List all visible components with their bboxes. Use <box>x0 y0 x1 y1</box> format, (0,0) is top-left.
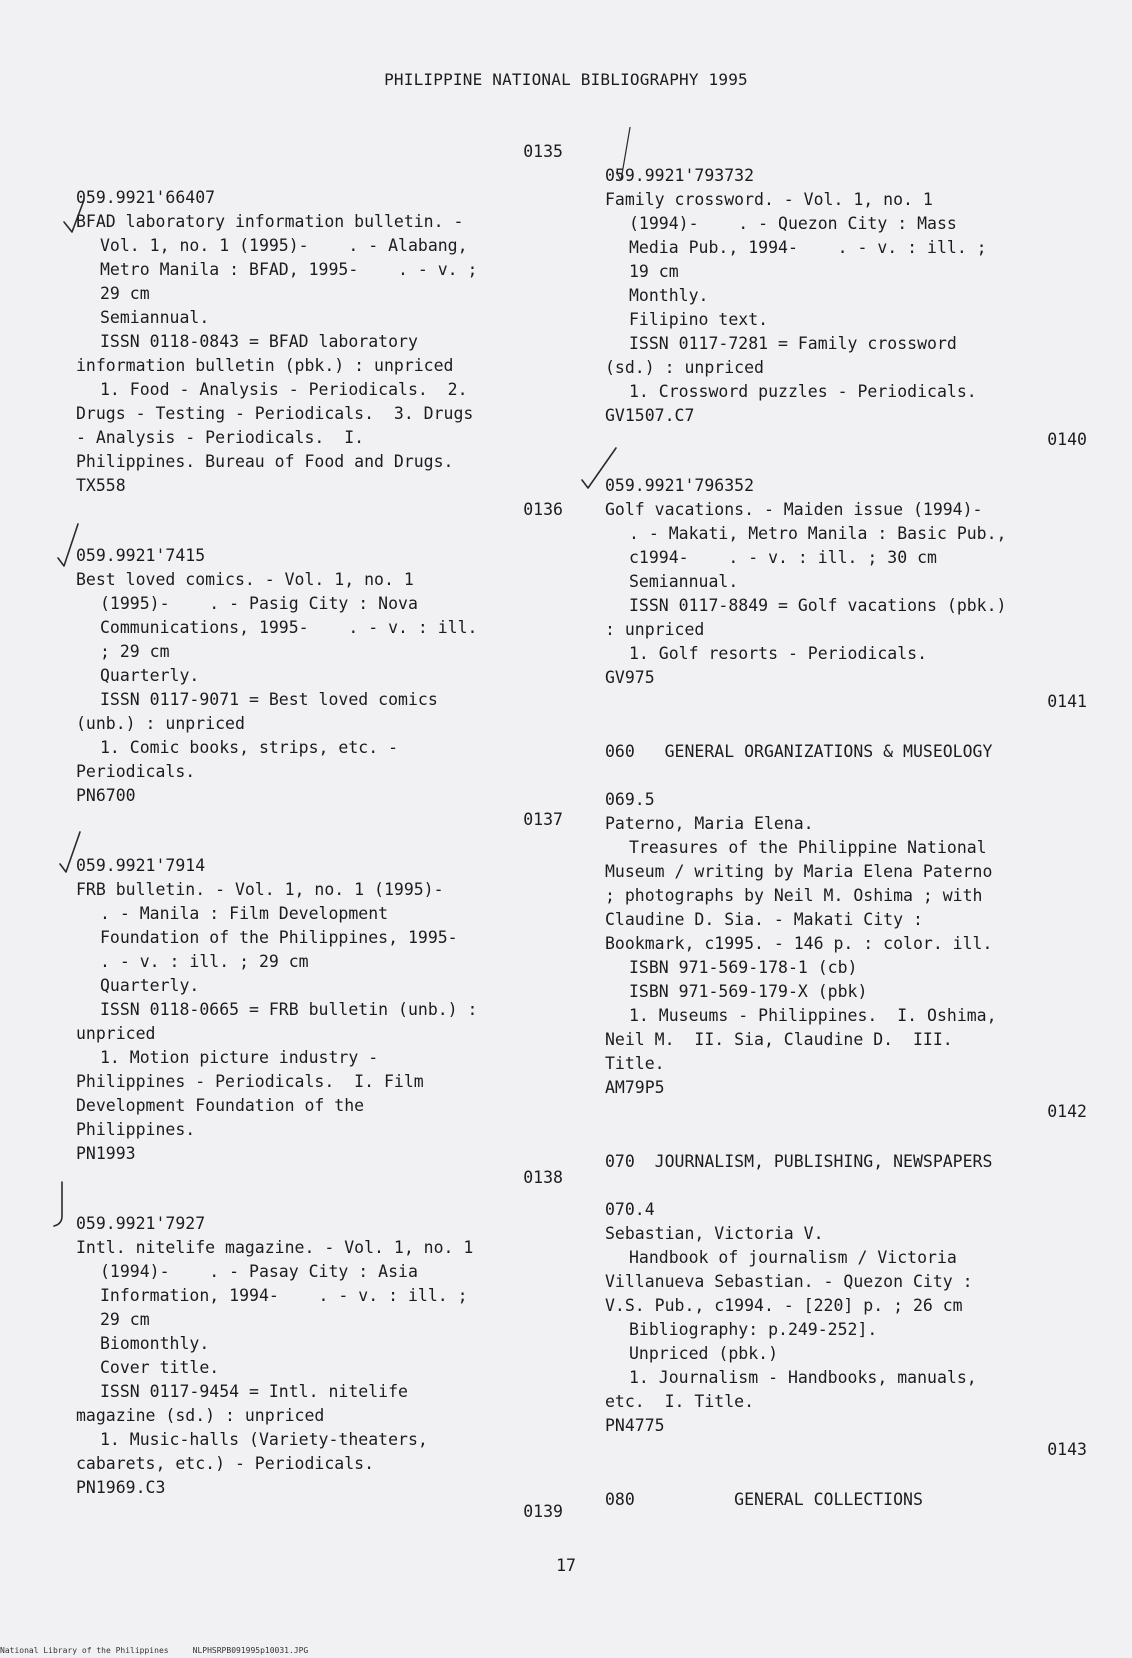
left-column-line: (unb.) : unpriced <box>76 714 245 733</box>
left-column-line: Vol. 1, no. 1 (1995)- . - Alabang, <box>100 236 468 255</box>
right-column-line: 1. Golf resorts - Periodicals. <box>629 644 928 663</box>
left-column-line: cabarets, etc.) - Periodicals. <box>76 1454 375 1473</box>
right-column-line: PN4775 <box>605 1416 665 1435</box>
left-column-line: ISSN 0117-9454 = Intl. nitelife <box>100 1382 408 1401</box>
left-column <box>76 0 563 1658</box>
page-number: 17 <box>556 1556 576 1575</box>
left-column-line: Cover title. <box>100 1358 220 1377</box>
left-column-line: . - Manila : Film Development <box>100 904 389 923</box>
right-column-line: Neil M. II. Sia, Claudine D. III. <box>605 1030 953 1049</box>
right-column-line: Handbook of journalism / Victoria <box>629 1248 957 1267</box>
right-column-line: Sebastian, Victoria V. <box>605 1224 824 1243</box>
left-column-line: BFAD laboratory information bulletin. - <box>76 212 464 231</box>
left-column-line: Semiannual. <box>100 308 210 327</box>
check-mark-icon <box>58 830 98 890</box>
right-column-line: 069.5 <box>605 790 655 809</box>
left-column-line: 059.9921'7927 <box>76 1214 206 1233</box>
right-column-line: Paterno, Maria Elena. <box>605 814 814 833</box>
right-column-line: GV975 <box>605 668 655 687</box>
left-column-line: 1. Motion picture industry - <box>100 1048 379 1067</box>
right-column-line: ISSN 0117-8849 = Golf vacations (pbk.) <box>629 596 1007 615</box>
right-column-line: c1994- . - v. : ill. ; 30 cm <box>629 548 937 567</box>
left-column-line: Foundation of the Philippines, 1995- <box>100 928 458 947</box>
left-column-line: 1. Food - Analysis - Periodicals. 2. <box>100 380 468 399</box>
left-column-line: 0136 <box>523 500 563 519</box>
right-column-line: Bookmark, c1995. - 146 p. : color. ill. <box>605 934 993 953</box>
right-column-line: Title. <box>605 1054 665 1073</box>
left-column-line: 0137 <box>523 810 563 829</box>
right-column-line: 1. Crossword puzzles - Periodicals. <box>629 382 977 401</box>
left-column-line: 29 cm <box>100 284 150 303</box>
left-column-line: Development Foundation of the <box>76 1096 365 1115</box>
left-column-line: Best loved comics. - Vol. 1, no. 1 <box>76 570 414 589</box>
right-column-line: 0143 <box>1047 1440 1087 1459</box>
left-column-line: FRB bulletin. - Vol. 1, no. 1 (1995)- <box>76 880 444 899</box>
right-column-line: Claudine D. Sia. - Makati City : <box>605 910 923 929</box>
right-column-line: Unpriced (pbk.) <box>629 1344 779 1363</box>
right-column-line: 070 JOURNALISM, PUBLISHING, NEWSPAPERS <box>605 1152 993 1171</box>
right-column-line: 080 GENERAL COLLECTIONS <box>605 1490 923 1509</box>
left-column-line: Periodicals. <box>76 762 196 781</box>
left-column-line: ISSN 0118-0843 = BFAD laboratory <box>100 332 418 351</box>
check-mark-icon <box>580 446 620 506</box>
left-column-line: 059.9921'66407 <box>76 188 216 207</box>
left-column-line: 059.9921'7415 <box>76 546 206 565</box>
right-column-line: Media Pub., 1994- . - v. : ill. ; <box>629 238 987 257</box>
left-column-line: ISSN 0117-9071 = Best loved comics <box>100 690 438 709</box>
right-column-line: 070.4 <box>605 1200 655 1219</box>
check-mark-icon <box>52 1180 92 1240</box>
right-column-line: 0141 <box>1047 692 1087 711</box>
left-column-line: Biomonthly. <box>100 1334 210 1353</box>
right-column-line: 1. Museums - Philippines. I. Oshima, <box>629 1006 997 1025</box>
left-column-line: PN6700 <box>76 786 136 805</box>
right-column-line: Villanueva Sebastian. - Quezon City : <box>605 1272 973 1291</box>
right-column-line: (1994)- . - Quezon City : Mass <box>629 214 957 233</box>
left-column-line: 29 cm <box>100 1310 150 1329</box>
left-column-line: unpriced <box>76 1024 156 1043</box>
left-column-line: Communications, 1995- . - v. : ill. <box>100 618 478 637</box>
left-column-line: Drugs - Testing - Periodicals. 3. Drugs <box>76 404 474 423</box>
right-column-line: Family crossword. - Vol. 1, no. 1 <box>605 190 933 209</box>
right-column-line: etc. I. Title. <box>605 1392 755 1411</box>
left-column-line: - Analysis - Periodicals. I. <box>76 428 365 447</box>
right-column-line: ISBN 971-569-178-1 (cb) <box>629 958 858 977</box>
right-column-line: 059.9921'796352 <box>605 476 755 495</box>
left-column-line: ISSN 0118-0665 = FRB bulletin (unb.) : <box>100 1000 478 1019</box>
left-column-line: 059.9921'7914 <box>76 856 206 875</box>
right-column-line: : unpriced <box>605 620 705 639</box>
left-column-line: magazine (sd.) : unpriced <box>76 1406 325 1425</box>
right-column-line: Filipino text. <box>629 310 769 329</box>
right-column-line: 0142 <box>1047 1102 1087 1121</box>
right-column-line: GV1507.C7 <box>605 406 695 425</box>
left-column-line: 1. Comic books, strips, etc. - <box>100 738 399 757</box>
right-column <box>605 0 1087 1658</box>
left-column-line: 0135 <box>523 142 563 161</box>
right-column-line: Semiannual. <box>629 572 739 591</box>
left-column-line: (1994)- . - Pasay City : Asia <box>100 1262 418 1281</box>
left-column-line: PN1993 <box>76 1144 136 1163</box>
left-column-line: Quarterly. <box>100 976 200 995</box>
left-column-line: Quarterly. <box>100 666 200 685</box>
right-column-line: ISBN 971-569-179-X (pbk) <box>629 982 868 1001</box>
left-column-line: Philippines. <box>76 1120 196 1139</box>
right-column-line: V.S. Pub., c1994. - [220] p. ; 26 cm <box>605 1296 963 1315</box>
check-mark-icon <box>610 126 650 186</box>
right-column-line: ; photographs by Neil M. Oshima ; with <box>605 886 983 905</box>
right-column-line: AM79P5 <box>605 1078 665 1097</box>
page-title: PHILIPPINE NATIONAL BIBLIOGRAPHY 1995 <box>384 70 748 89</box>
right-column-line: Golf vacations. - Maiden issue (1994)- <box>605 500 983 519</box>
right-column-line: 0140 <box>1047 430 1087 449</box>
right-column-line: 059.9921'793732 <box>605 166 755 185</box>
left-column-line: (1995)- . - Pasig City : Nova <box>100 594 418 613</box>
left-column-line: Philippines. Bureau of Food and Drugs. <box>76 452 454 471</box>
right-column-line: 19 cm <box>629 262 679 281</box>
left-column-line: TX558 <box>76 476 126 495</box>
left-column-line: PN1969.C3 <box>76 1478 166 1497</box>
left-column-line: . - v. : ill. ; 29 cm <box>100 952 309 971</box>
right-column-line: Bibliography: p.249-252]. <box>629 1320 878 1339</box>
left-column-line: 0138 <box>523 1168 563 1187</box>
left-column-line: information bulletin (pbk.) : unpriced <box>76 356 454 375</box>
left-column-line: Philippines - Periodicals. I. Film <box>76 1072 424 1091</box>
right-column-line: ISSN 0117-7281 = Family crossword <box>629 334 957 353</box>
check-mark-icon <box>62 196 102 256</box>
left-column-line: Information, 1994- . - v. : ill. ; <box>100 1286 468 1305</box>
right-column-line: Museum / writing by Maria Elena Paterno <box>605 862 993 881</box>
left-column-line: Metro Manila : BFAD, 1995- . - v. ; <box>100 260 478 279</box>
right-column-line: Treasures of the Philippine National <box>629 838 987 857</box>
left-column-line: Intl. nitelife magazine. - Vol. 1, no. 1 <box>76 1238 474 1257</box>
right-column-line: (sd.) : unpriced <box>605 358 764 377</box>
right-column-line: Monthly. <box>629 286 709 305</box>
right-column-line: 1. Journalism - Handbooks, manuals, <box>629 1368 977 1387</box>
scan-credit: National Library of the Philippines NLPHSRPB091995p10031.JPG <box>0 1646 309 1655</box>
right-column-line: . - Makati, Metro Manila : Basic Pub., <box>629 524 1007 543</box>
left-column-line: 1. Music-halls (Variety-theaters, <box>100 1430 428 1449</box>
right-column-line: 060 GENERAL ORGANIZATIONS & MUSEOLOGY <box>605 742 993 761</box>
check-mark-icon <box>56 522 96 582</box>
left-column-line: ; 29 cm <box>100 642 170 661</box>
left-column-line: 0139 <box>523 1502 563 1521</box>
